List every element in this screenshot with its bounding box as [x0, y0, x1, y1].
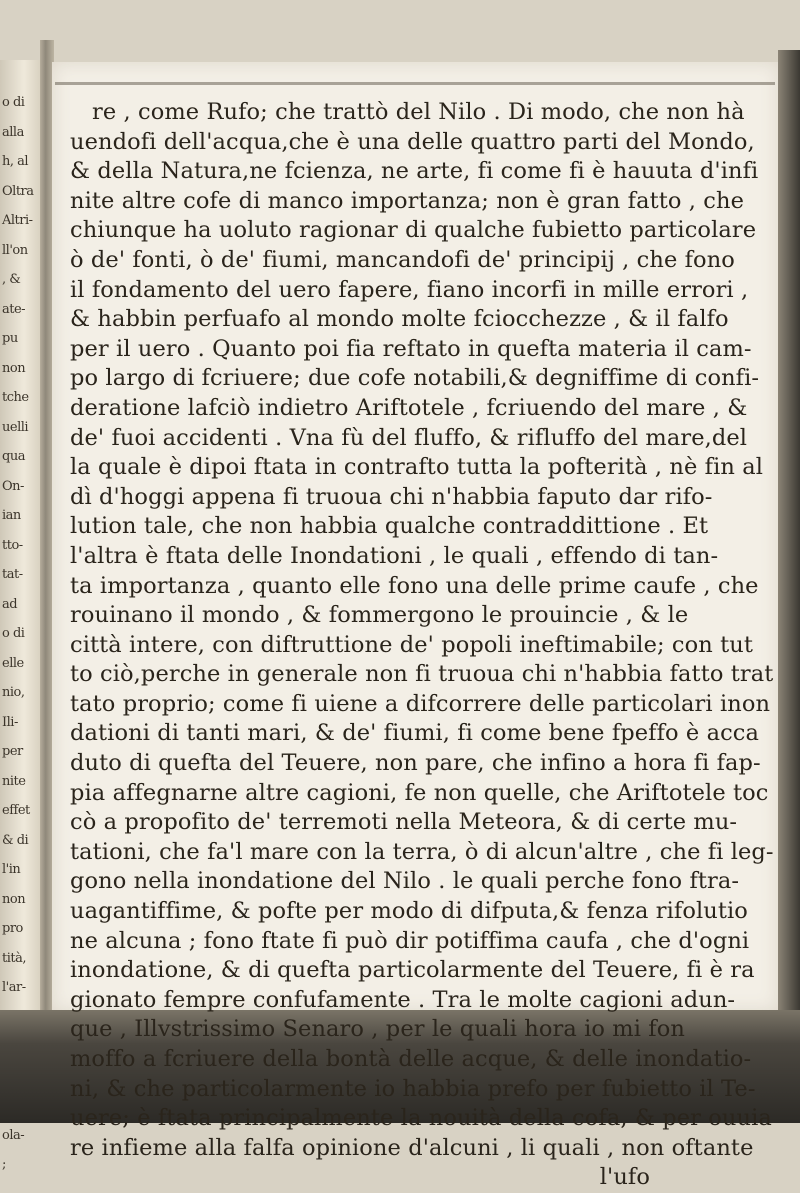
text-line: de' fuoi accidenti . Vna fù del fluffo, & rifluffo del mare,del	[70, 424, 748, 451]
text-line: moffo a fcriuere della bontà delle acque, & delle inondatio-	[70, 1046, 752, 1072]
left-fragment-line: & di	[2, 832, 29, 848]
text-line: cò a propofito de' terremoti nella Meteora, & di certe mu-	[70, 809, 738, 836]
text-line: ò de' fonti, ò de' fiumi, mancandofi de' principij , che fono	[70, 246, 735, 273]
left-fragment-line: On-	[2, 478, 24, 494]
top-rule-line	[55, 82, 775, 85]
left-fragment-line: o di	[2, 95, 25, 110]
left-fragment-line: qua	[2, 449, 25, 464]
text-line: uendofi dell'acqua,che è una delle quattro parti del Mondo,	[70, 128, 755, 155]
left-fragment-line: tche	[2, 390, 29, 405]
left-fragment-line: uelli	[2, 419, 29, 435]
left-fragment-line: ola-	[2, 1127, 25, 1143]
text-line: dì d'hoggi appena fi truoua chi n'habbia faputo dar rifo-	[70, 483, 713, 510]
left-fragment-line: effet	[2, 803, 30, 818]
left-fragment-line: Altri-	[2, 213, 33, 228]
left-fragment-line: tità,	[2, 950, 26, 966]
text-line: re , come Rufo; che trattò del Nilo . Di modo, che non hà	[92, 99, 745, 125]
right-edge-shadow	[778, 50, 800, 1050]
left-fragment-line: tto-	[2, 537, 23, 553]
left-fragment-line: h, al	[2, 154, 29, 169]
text-line: per il uero . Quanto poi fia reftato in quefta materia il cam-	[70, 335, 752, 362]
left-fragment-line: ad	[2, 596, 18, 612]
text-line: ni, & che particolarmente io habbia prefo per fubietto il Te-	[70, 1075, 756, 1102]
left-fragment-line: nio,	[2, 685, 25, 700]
text-line: po largo di fcriuere; due cofe notabili,& degniffime di confi-	[70, 365, 760, 392]
text-line: pia affegnarne altre cagioni, fe non quelle, che Ariftotele toc	[70, 779, 769, 806]
text-line: la quale è dipoi ftata in contrafto tutta la pofterità , nè fin al	[70, 454, 764, 481]
text-line: que , Illvstrissimo Senaro , per le quali hora io mi fon	[70, 1016, 685, 1043]
left-page-fragment	[0, 60, 40, 1172]
left-fragment-line: ian	[2, 508, 21, 523]
text-line: ne alcuna ; fono ftate fi può dir potiffima caufa , che d'ogni	[70, 927, 750, 954]
left-fragment-line: pro	[2, 921, 23, 936]
text-line: re infieme alla falfa opinione d'alcuni , li quali , non oftante	[70, 1134, 754, 1161]
left-fragment-line: pu	[2, 331, 18, 346]
text-line: l'altra è ftata delle Inondationi , le quali , effendo di tan-	[70, 542, 719, 569]
left-fragment-line: , &	[2, 272, 21, 287]
left-fragment-line: l'ar-	[2, 980, 26, 995]
text-line: & della Natura,ne fcienza, ne arte, fi come fi è hauuta d'infi	[70, 158, 759, 185]
left-fragment-line: o di	[2, 626, 25, 641]
left-fragment-line: elle	[2, 655, 24, 671]
text-line: inondatione, & di quefta particolarmente del Teuere, fi è ra	[70, 957, 755, 984]
text-line: & habbin perfuafo al mondo molte fciocchezze , & il falfo	[70, 306, 729, 333]
body-text	[70, 98, 774, 1193]
text-line: il fondamento del uero fapere, fiano incorfi in mille errori ,	[70, 276, 749, 303]
text-line: deratione lafciò indietro Ariftotele , fcriuendo del mare , &	[70, 394, 748, 421]
text-line: rouinano il mondo , & fommergono le prouincie , & le	[70, 602, 689, 629]
left-fragment-line: ate-	[2, 301, 26, 317]
left-fragment-line: alla	[2, 124, 24, 140]
text-line: gono nella inondatione del Nilo . le quali perche fono ftra-	[70, 868, 740, 895]
text-line: tato proprio; come fi uiene a difcorrere delle particolari inon	[70, 690, 771, 717]
text-line: ta importanza , quanto elle fono una delle prime caufe , che	[70, 572, 759, 599]
left-fragment-line: non	[2, 891, 26, 907]
left-fragment-line: non	[2, 360, 26, 376]
text-line: nite altre cofe di manco importanza; non è gran fatto , che	[70, 187, 744, 214]
left-fragment-line: l'in	[2, 862, 21, 877]
left-fragment-line: nite	[2, 773, 26, 789]
text-line: tationi, che fa'l mare con la terra, ò di alcun'altre , che fi leg-	[70, 838, 774, 865]
text-line: uere; è ftata principalmente la nouità della cofa, & per ouuia	[70, 1105, 772, 1132]
text-line: to ciò,perche in generale non fi truoua chi n'habbia fatto trat	[70, 661, 774, 688]
left-fragment-line: Ili-	[2, 714, 18, 730]
left-fragment-line: ;	[2, 1157, 6, 1172]
text-line: duto di quefta del Teuere, non pare, che infino a hora fi fap-	[70, 750, 761, 777]
text-line: chiunque ha uoluto ragionar di qualche fubietto particolare	[70, 217, 757, 244]
text-line: lution tale, che non habbia qualche contraddittione . Et	[70, 513, 709, 540]
text-line: gionato fempre confufamente . Tra le molte cagioni adun-	[70, 986, 736, 1013]
text-line: città intere, con diftruttione de' popoli ineftimabile; con tut	[70, 631, 753, 658]
left-fragment-line: ll'on	[2, 242, 28, 258]
text-line: uagantiffime, & pofte per modo di difputa,& fenza rifolutio	[70, 898, 748, 925]
left-fragment-line: tat-	[2, 567, 23, 582]
left-fragment-line: Oltra	[2, 183, 34, 199]
text-line: dationi di tanti mari, & de' fiumi, fi come bene fpeffo è acca	[70, 720, 760, 747]
catchword: l'ufo	[599, 1164, 650, 1191]
left-fragment-line: per	[2, 744, 23, 759]
